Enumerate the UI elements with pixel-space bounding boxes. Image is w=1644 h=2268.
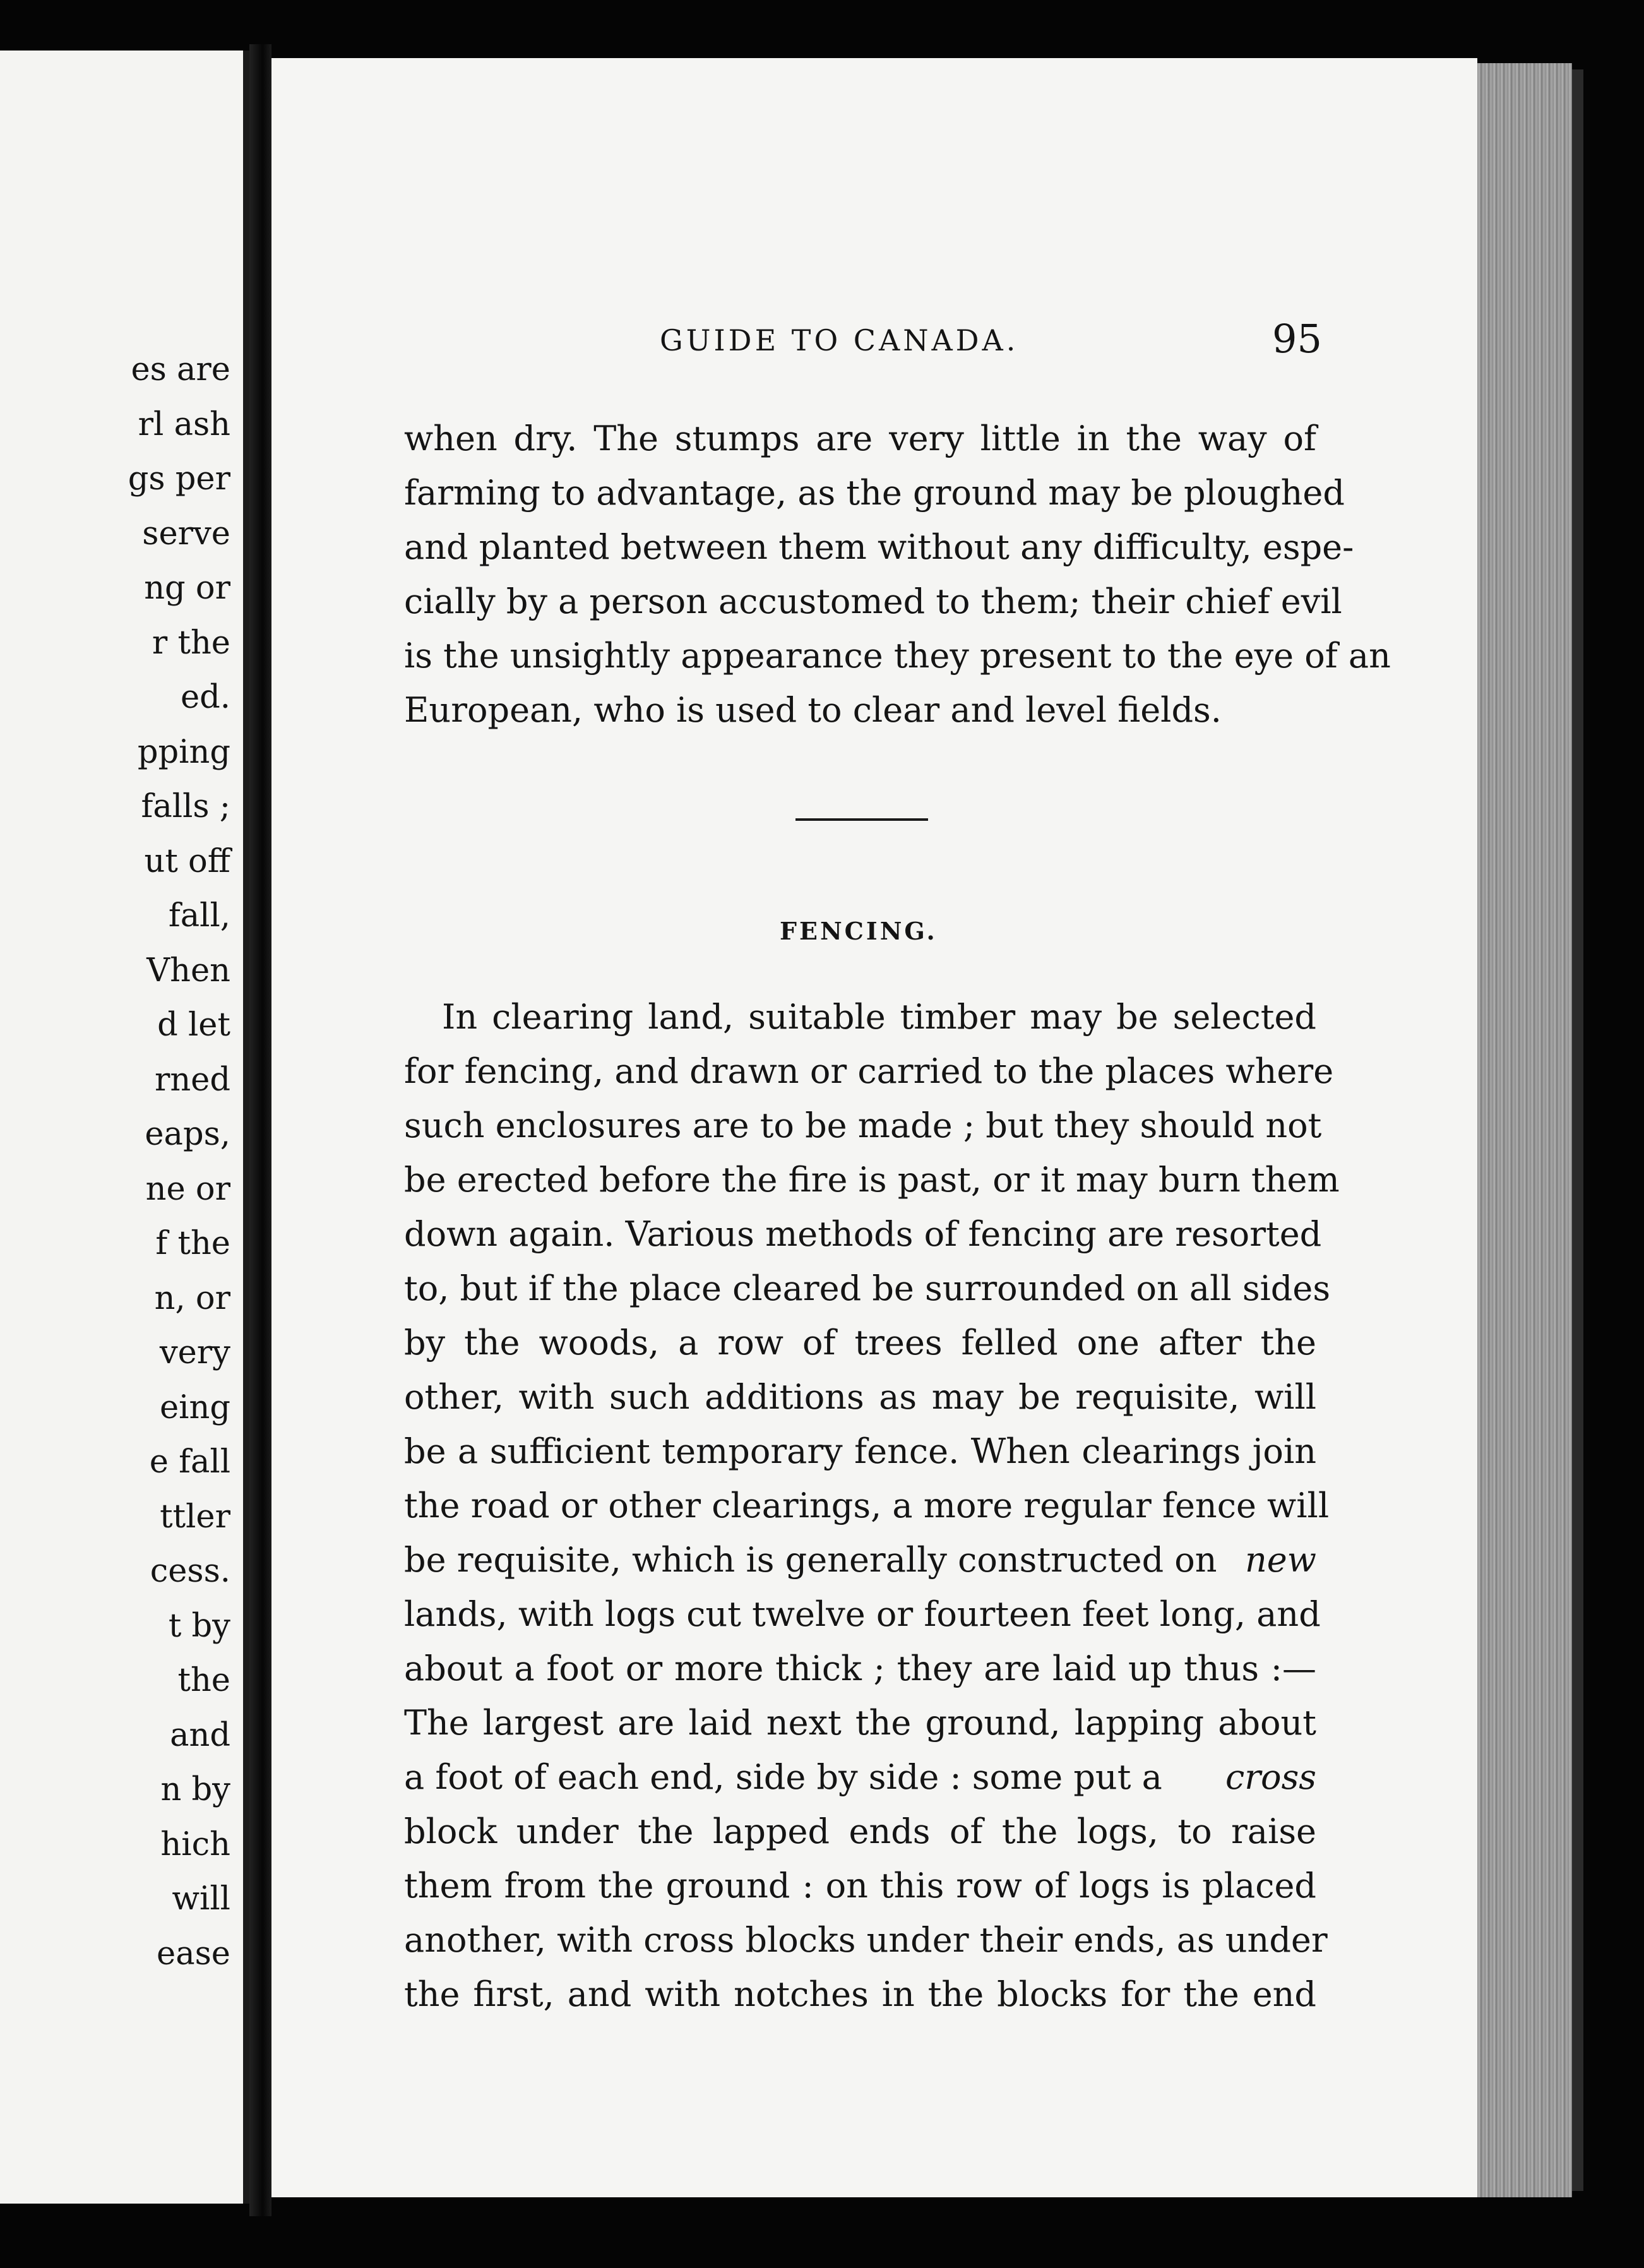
paragraph-1-line: European, who is used to clear and level fields.: [404, 690, 1222, 730]
paragraph-2-line: for fencing, and drawn or carried to the places where: [404, 1051, 1334, 1091]
previous-page-line-fragment: pping: [137, 733, 230, 771]
previous-page-line-fragment: n, or: [154, 1279, 230, 1317]
paragraph-2-line: other, with such additions as may be requisite, will: [404, 1377, 1316, 1417]
previous-page-line-fragment: serve: [142, 515, 230, 552]
previous-page-line-fragment: ease: [157, 1935, 230, 1973]
previous-page-line-fragment: f the: [155, 1225, 230, 1262]
previous-page-line-fragment: gs per: [128, 460, 230, 498]
previous-page-line-fragment: very: [159, 1334, 230, 1371]
running-head: GUIDE TO CANADA.: [660, 323, 1019, 357]
paragraph-2-line: another, with cross blocks under their ends, as under: [404, 1920, 1328, 1960]
section-heading: FENCING.: [780, 917, 938, 945]
previous-page-line-fragment: n by: [160, 1771, 230, 1808]
previous-page-line-fragment: eaps,: [145, 1116, 230, 1153]
previous-page-line-fragment: d let: [157, 1006, 230, 1044]
previous-page-line-fragment: e fall: [149, 1443, 230, 1481]
page-number: 95: [1272, 316, 1322, 362]
paragraph-2-line: lands, with logs cut twelve or fourteen feet long, and: [404, 1594, 1321, 1634]
paragraph-1-line: farming to advantage, as the ground may be ploughed: [404, 473, 1345, 513]
previous-page-line-fragment: rned: [154, 1061, 230, 1099]
previous-page-line-fragment: ng or: [144, 570, 230, 607]
paragraph-2-line: the first, and with notches in the blocks for the end: [404, 1974, 1316, 2014]
previous-page-line-fragment: falls ;: [141, 788, 230, 825]
paragraph-2-line: The largest are laid next the ground, lapping about: [404, 1703, 1316, 1743]
previous-page-line-fragment: cess.: [150, 1553, 230, 1590]
paragraph-2-line: be a sufficient temporary fence. When clearings join: [404, 1431, 1316, 1471]
paragraph-2-line: be erected before the fire is past, or it may burn them: [404, 1160, 1340, 1200]
previous-page-line-fragment: ed.: [180, 679, 230, 716]
previous-page-line-fragment: t by: [168, 1607, 230, 1645]
paragraph-2-line: block under the lapped ends of the logs, to raise: [404, 1811, 1316, 1851]
paragraph-1-line: when dry. The stumps are very little in the way of: [404, 419, 1316, 458]
paragraph-1-line: cially by a person accustomed to them; their chief evil: [404, 582, 1342, 621]
previous-page-line-fragment: ttler: [160, 1498, 230, 1536]
previous-page-line-fragment: will: [172, 1880, 230, 1918]
page-edges: [1477, 63, 1572, 2197]
previous-page-line-fragment: r the: [152, 624, 230, 662]
previous-page-line-fragment: ne or: [145, 1170, 230, 1208]
previous-page-line-fragment: Vhen: [146, 952, 230, 989]
paragraph-2-line: [404, 1540, 1316, 1580]
paragraph-2-line: In clearing land, suitable timber may be selected: [442, 997, 1316, 1037]
paragraph-2-line: about a foot or more thick ; they are laid up thus :—: [404, 1649, 1316, 1688]
paragraph-2-line: to, but if the place cleared be surrounded on all sides: [404, 1268, 1331, 1308]
italic-word: cross: [1225, 1757, 1316, 1797]
previous-page-line-fragment: fall,: [168, 897, 230, 934]
paragraph-1-line: is the unsightly appearance they present to the eye of an: [404, 636, 1391, 676]
paragraph-2-line-text: a foot of each end, side by side : some put a: [404, 1757, 1162, 1797]
paragraph-1-line: and planted between them without any difficulty, espe-: [404, 527, 1354, 567]
previous-page-line-fragment: ut off: [144, 842, 230, 880]
book-spine: [249, 44, 271, 2216]
previous-page-line-fragment: rl ash: [138, 405, 230, 443]
paragraph-2-line: such enclosures are to be made ; but they should not: [404, 1106, 1322, 1145]
previous-page-line-fragment: and: [170, 1716, 230, 1754]
italic-word: new: [1245, 1540, 1316, 1580]
previous-page-line-fragment: hich: [160, 1825, 230, 1863]
paragraph-2-line-text: be requisite, which is generally constructed on: [404, 1540, 1217, 1580]
paragraph-2-line: [404, 1757, 1316, 1797]
paragraph-2-line: down again. Various methods of fencing are resorted: [404, 1214, 1322, 1254]
previous-page-line-fragment: eing: [160, 1388, 230, 1426]
previous-page-line-fragment: es are: [131, 351, 230, 388]
previous-page-line-fragment: the: [177, 1662, 230, 1699]
paragraph-2-line: the road or other clearings, a more regular fence will: [404, 1486, 1330, 1525]
section-divider-rule: [795, 818, 928, 821]
page-edge-shadow: [1572, 69, 1583, 2191]
paragraph-2-line: them from the ground : on this row of logs is placed: [404, 1866, 1316, 1906]
previous-page-fragment: [0, 51, 249, 2204]
paragraph-2-line: by the woods, a row of trees felled one after the: [404, 1323, 1316, 1363]
